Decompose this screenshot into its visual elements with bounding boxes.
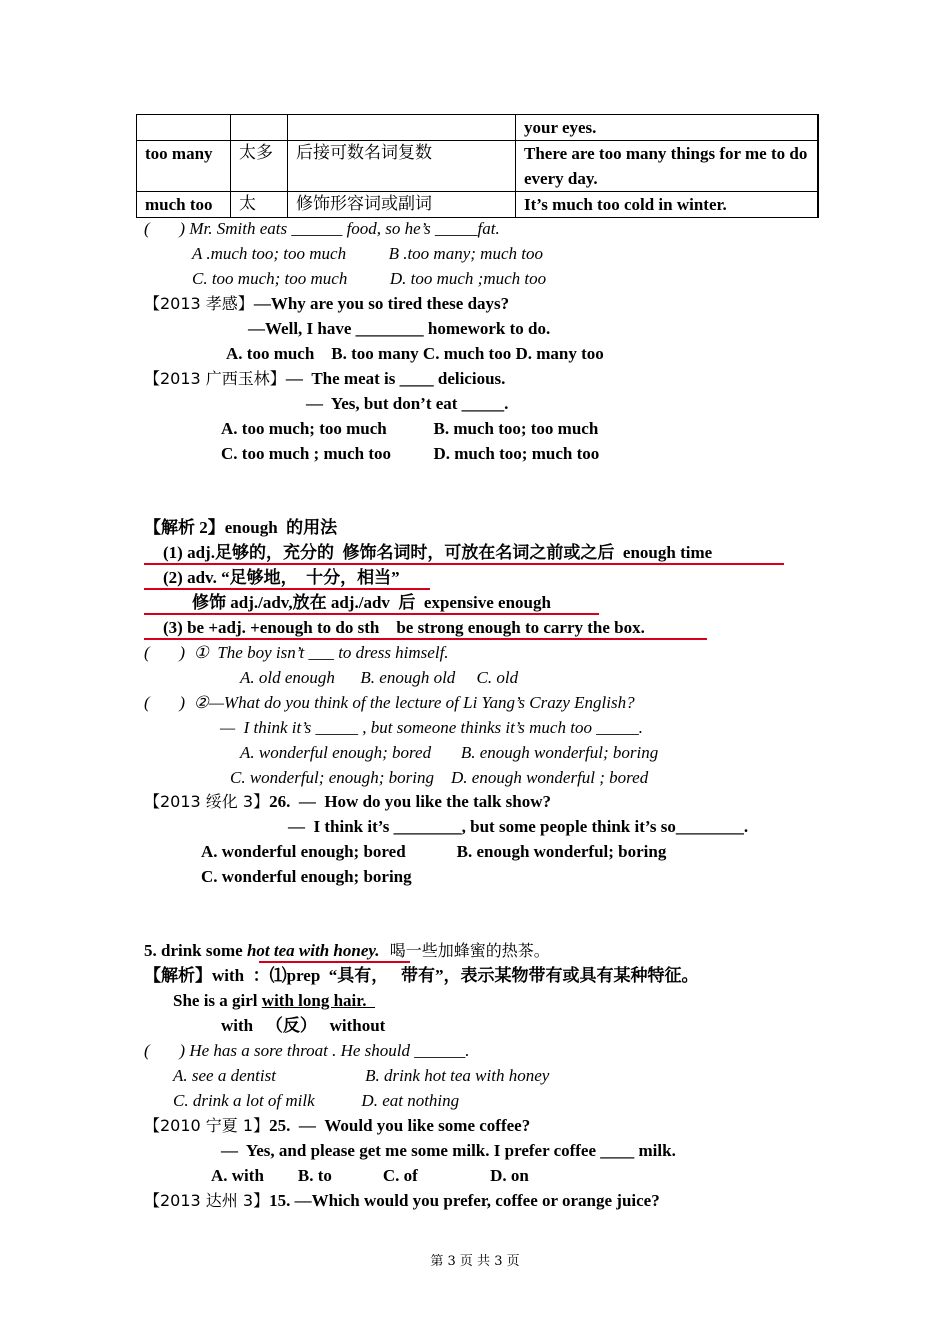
red-underline: [144, 613, 599, 615]
option-line: C. too much; too much D. too much ;much too: [192, 269, 547, 288]
question-line: [144, 791, 551, 813]
table-cell: your eyes.: [516, 115, 819, 141]
red-underline: [259, 961, 410, 963]
table-cell: 后接可数名词复数: [288, 141, 516, 192]
option-line: A .much too; too much B .too many; much too: [192, 244, 543, 263]
option-line: A. too much B. too many C. much too D. many too: [226, 344, 604, 363]
question-line: ( ) Mr. Smith eats ______ food, so he’s _____fat.: [144, 219, 500, 238]
source-tag: 【2010 宁夏 1】: [144, 1116, 270, 1135]
question-line: ( ) He has a sore throat . He should ______.: [144, 1041, 470, 1060]
option-line: A. see a dentist B. drink hot tea with honey: [173, 1066, 550, 1085]
rule-line: 修饰 adj./adv,放在 adj./adv 后 expensive enough: [192, 593, 551, 612]
answer-line: — Yes, but don’t eat _____.: [306, 394, 509, 413]
question-line: [144, 1190, 660, 1212]
table-row: [137, 192, 819, 218]
example-line: [173, 990, 375, 1012]
table-row: [137, 115, 819, 141]
rule-line: 【解析】with ：⑴prep “具有， 带有”，表示某物带有或具有某种特征。: [144, 966, 699, 985]
page-footer: 第 3 页 共 3 页: [430, 1254, 520, 1269]
answer-line: — Yes, and please get me some milk. I prefer coffee ____ milk.: [221, 1141, 676, 1160]
answer-line: —Well, I have ________ homework to do.: [248, 319, 551, 338]
table-cell: 太多: [231, 141, 288, 192]
red-underline: [144, 563, 784, 565]
question-text: — The meat is ____ delicious.: [285, 369, 506, 388]
section-heading: [144, 940, 550, 962]
table-cell: [288, 115, 516, 141]
question-text: 15. —Which would you prefer, coffee or orange juice?: [269, 1191, 660, 1210]
question-line: [144, 293, 509, 315]
source-tag: 【2013 达州 3】: [144, 1191, 270, 1210]
translation: 喝一些加蜂蜜的热茶。: [379, 941, 550, 960]
antonym-line: with （反） without: [221, 1016, 386, 1035]
example-text: She is a girl: [173, 991, 262, 1010]
option-line: A. old enough B. enough old C. old: [240, 668, 519, 687]
question-text: —Why are you so tired these days?: [253, 294, 510, 313]
comparison-table: [136, 114, 819, 218]
table-cell: It’s much too cold in winter.: [516, 192, 819, 218]
option-line: C. too much ; much too D. much too; much too: [221, 444, 600, 463]
option-line: C. drink a lot of milk D. eat nothing: [173, 1091, 460, 1110]
table-cell: There are too many things for me to do every day.: [516, 141, 819, 192]
answer-line: — I think it’s ________, but some people think it’s so________.: [288, 817, 749, 836]
red-underline: [144, 638, 707, 640]
source-tag: 【2013 绥化 3】: [144, 792, 270, 811]
question-line: [144, 1115, 530, 1137]
rule-line: (1) adj.足够的，充分的 修饰名词时，可放在名词之前或之后 enough time: [163, 543, 713, 562]
option-line: A. with B. to C. of D. on: [211, 1166, 529, 1185]
question-line: ( ) ②—What do you think of the lecture of Li Yang’s Crazy English?: [144, 693, 635, 712]
rule-line: (3) be +adj. +enough to do sth be strong enough to carry the box.: [163, 618, 645, 637]
table-cell: 修饰形容词或副词: [288, 192, 516, 218]
table-cell: much too: [137, 192, 231, 218]
option-line: C. wonderful; enough; boring D. enough wonderful ; bored: [230, 768, 649, 787]
red-underline: [144, 588, 430, 590]
example-underlined: with long hair.: [261, 991, 376, 1010]
question-text: 25. — Would you like some coffee?: [269, 1116, 531, 1135]
heading-prefix: 5. drink some: [144, 941, 247, 960]
option-line: A. too much; too much B. much too; too much: [221, 419, 599, 438]
key-phrase: hot tea with honey.: [246, 941, 380, 960]
table-row: [137, 141, 819, 192]
rule-line: (2) adv. “足够地， 十分，相当”: [163, 568, 400, 587]
section-heading: 【解析 2】enough 的用法: [144, 518, 338, 537]
option-line: C. wonderful enough; boring: [201, 867, 412, 886]
source-tag: 【2013 广西玉林】: [144, 369, 286, 388]
question-line: ( ) ① The boy isn’t ___ to dress himself.: [144, 643, 449, 662]
table-cell: [137, 115, 231, 141]
question-text: 26. — How do you like the talk show?: [269, 792, 552, 811]
source-tag: 【2013 孝感】: [144, 294, 254, 313]
table-cell: [231, 115, 288, 141]
table-cell: 太: [231, 192, 288, 218]
answer-line: — I think it’s _____ , but someone thinks it’s much too _____.: [220, 718, 643, 737]
table-cell: too many: [137, 141, 231, 192]
option-line: A. wonderful enough; bored B. enough wonderful; boring: [201, 842, 667, 861]
option-line: A. wonderful enough; bored B. enough wonderful; boring: [240, 743, 659, 762]
question-line: [144, 368, 505, 390]
